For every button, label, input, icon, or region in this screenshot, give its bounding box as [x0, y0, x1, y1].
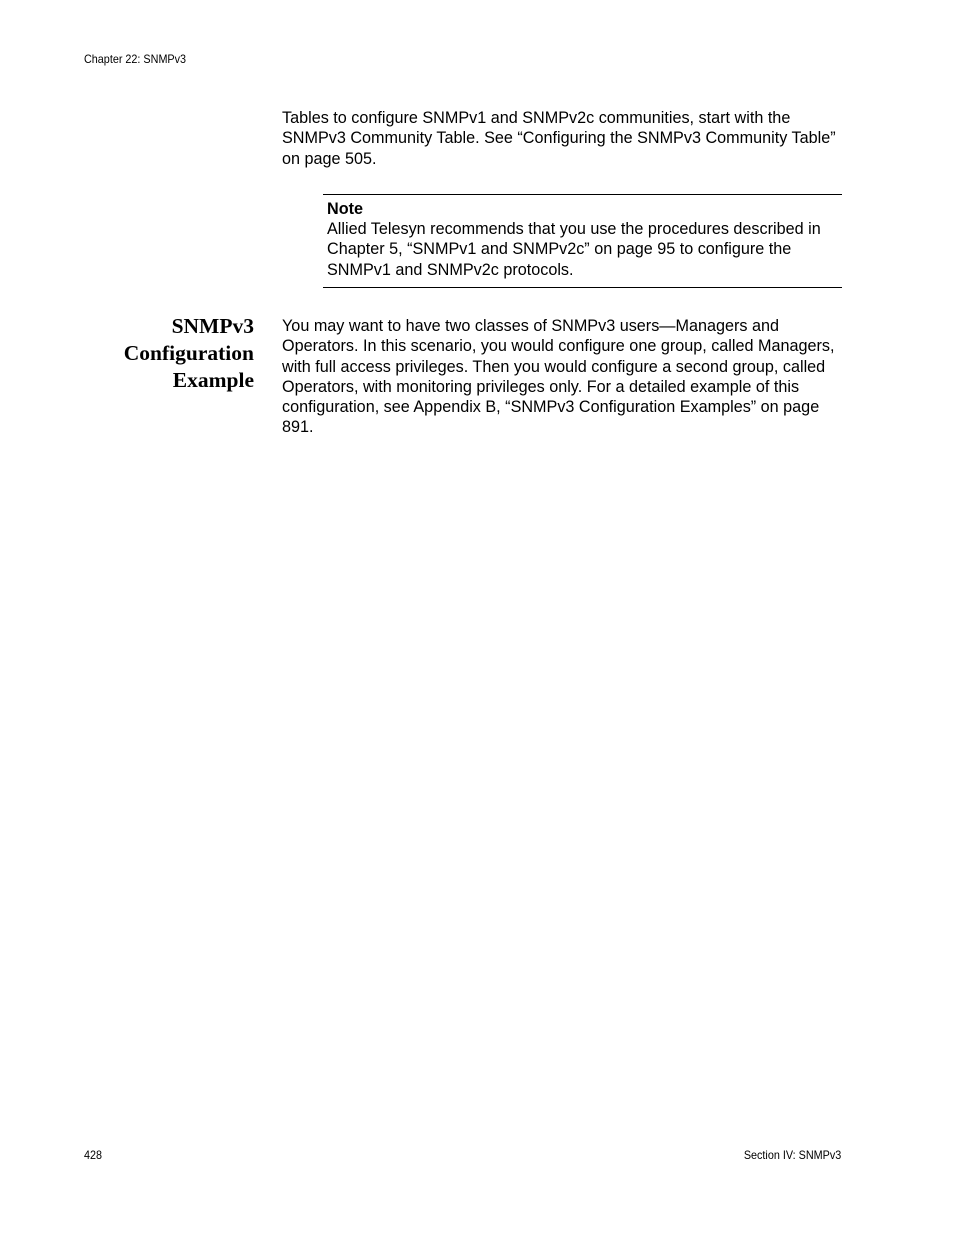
note-text: Allied Telesyn recommends that you use the procedures described in Chapter 5, “SNMPv1 and SNMPv2c” on page 95 to configure the SNMPv1 and SNMPv2c protocols.: [327, 220, 821, 279]
section-heading-line-3: Example: [172, 368, 254, 392]
page-number: 428: [84, 1148, 103, 1162]
running-header: Chapter 22: SNMPv3: [84, 52, 187, 66]
footer-section: Section IV: SNMPv3: [743, 1148, 841, 1162]
section-heading-line-2: Configuration: [123, 341, 254, 365]
intro-paragraph: Tables to configure SNMPv1 and SNMPv2c communities, start with the SNMPv3 Community Table. See “Configuring the SNMPv3 Community Table” on page 505.: [282, 109, 836, 168]
section-paragraph: You may want to have two classes of SNMPv3 users—Managers and Operators. In this scenario, you would configure one group, called Managers, with full access privileges. Then you would configure a second group, called Operators, with monitoring privileges only. For a detailed example of this configuration, see Appendix B, “SNMPv3 Configuration Examples” on page 891.: [282, 317, 835, 437]
section-heading: [54, 313, 254, 394]
note-title: Note: [327, 200, 363, 218]
note-box: [323, 194, 842, 288]
section-heading-line-1: SNMPv3: [171, 314, 254, 338]
